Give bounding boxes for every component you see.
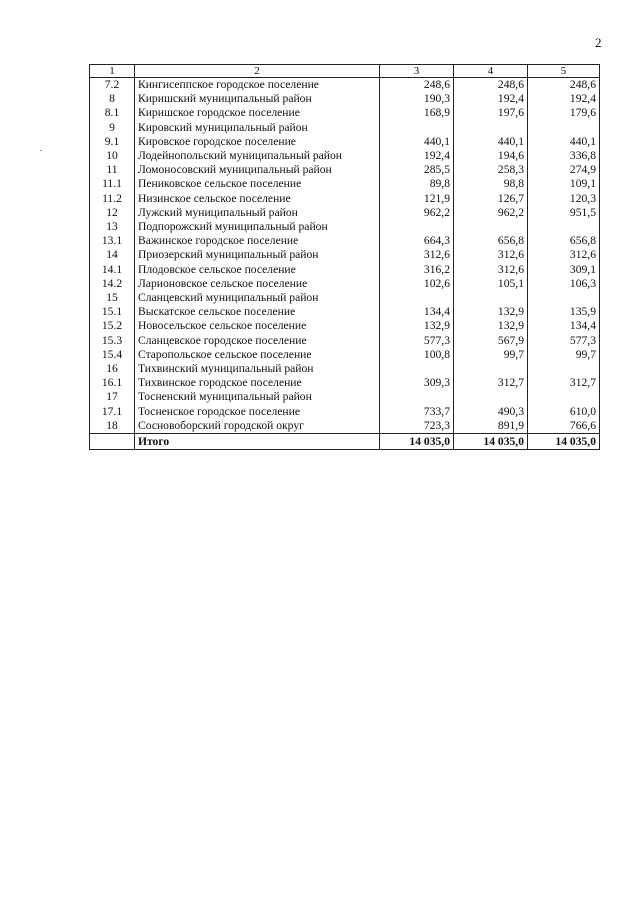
row-number: 17.1: [90, 405, 135, 419]
value-col-4: 258,3: [454, 163, 528, 177]
header-cell: 2: [135, 65, 380, 78]
row-number: 15.4: [90, 348, 135, 362]
table-row: [90, 405, 600, 419]
table-row: [90, 163, 600, 177]
value-col-3: [380, 390, 454, 404]
row-number: 7.2: [90, 78, 135, 93]
row-name: Приозерский муниципальный район: [135, 248, 380, 262]
row-name: Пениковское сельское поселение: [135, 177, 380, 191]
value-col-4: 126,7: [454, 192, 528, 206]
row-number: 15.2: [90, 319, 135, 333]
value-col-3: 132,9: [380, 319, 454, 333]
row-name: Тихвинский муниципальный район: [135, 362, 380, 376]
value-col-4: 312,6: [454, 248, 528, 262]
value-col-5: 99,7: [575, 347, 596, 361]
value-col-3: 192,4: [380, 149, 454, 163]
value-col-3: 134,4: [380, 305, 454, 319]
value-col-4: [454, 121, 528, 135]
value-col-5: 106,3: [569, 276, 596, 290]
value-col-4: 440,1: [454, 135, 528, 149]
value-col-3: 285,5: [380, 163, 454, 177]
value-col-3: 248,6: [380, 78, 454, 93]
value-col-4: 248,6: [454, 78, 528, 93]
value-col-5: [528, 291, 600, 305]
row-name: Низинское сельское поселение: [135, 192, 380, 206]
table-row: [90, 78, 600, 93]
table-row: [90, 206, 600, 220]
value-col-5: 312,7: [569, 376, 596, 390]
value-col-5: 440,1: [569, 134, 596, 148]
value-col-4: 962,2: [454, 206, 528, 220]
table-row: [90, 291, 600, 305]
table-row: [90, 149, 600, 163]
row-number: 8: [90, 92, 135, 106]
table-row: [90, 234, 600, 248]
value-col-5: 336,8: [569, 149, 596, 163]
value-col-4: 132,9: [454, 319, 528, 333]
value-col-3: 440,1: [380, 135, 454, 149]
row-number: 11: [90, 163, 135, 177]
table-row: [90, 135, 600, 149]
table-row: [90, 305, 600, 319]
row-number: 14.2: [90, 277, 135, 291]
table-row: [90, 419, 600, 434]
row-number: 13.1: [90, 234, 135, 248]
value-col-5: 309,1: [569, 262, 596, 276]
value-col-5: 134,4: [569, 319, 596, 333]
value-col-5: 120,3: [569, 191, 596, 205]
value-col-5: 179,6: [569, 106, 596, 120]
value-col-5: [528, 390, 600, 404]
row-name: Плодовское сельское поселение: [135, 263, 380, 277]
table-row: [90, 348, 600, 362]
value-col-4: 194,6: [454, 149, 528, 163]
value-col-5: [528, 362, 600, 376]
row-name: Выскатское сельское поселение: [135, 305, 380, 319]
value-col-4: 132,9: [454, 305, 528, 319]
table-row: [90, 334, 600, 348]
value-col-5: 192,4: [569, 92, 596, 106]
value-col-4: [454, 362, 528, 376]
row-name: Ларионовское сельское поселение: [135, 277, 380, 291]
table-row: [90, 277, 600, 291]
value-col-4: 490,3: [454, 405, 528, 419]
row-name: Тихвинское городское поселение: [135, 376, 380, 390]
value-col-3: 723,3: [380, 419, 454, 434]
margin-mark: [40, 150, 42, 151]
value-col-3: 664,3: [380, 234, 454, 248]
row-number: 14: [90, 248, 135, 262]
row-number: 18: [90, 419, 135, 434]
value-col-5: 135,9: [569, 305, 596, 319]
value-col-4: 197,6: [454, 106, 528, 120]
row-number: 12: [90, 206, 135, 220]
row-name: Тосненское городское поселение: [135, 405, 380, 419]
value-col-4: [454, 291, 528, 305]
value-col-5: 656,8: [569, 234, 596, 248]
value-col-3: 168,9: [380, 106, 454, 120]
row-name: Старопольское сельское поселение: [135, 348, 380, 362]
total-value: 14 035,0: [380, 434, 454, 450]
row-number: 10: [90, 149, 135, 163]
row-number: 11.1: [90, 177, 135, 191]
row-name: Подпорожский муниципальный район: [135, 220, 380, 234]
row-name: Лодейнопольский муниципальный район: [135, 149, 380, 163]
row-name: Киришский муниципальный район: [135, 92, 380, 106]
table-row: [90, 192, 600, 206]
value-col-4: 656,8: [454, 234, 528, 248]
value-col-5: [528, 220, 600, 234]
value-col-4: [454, 220, 528, 234]
value-col-3: [380, 220, 454, 234]
value-col-5: 248,6: [569, 78, 596, 91]
row-name: Киришское городское поселение: [135, 106, 380, 120]
value-col-3: 309,3: [380, 376, 454, 390]
table-row: [90, 263, 600, 277]
row-number: 15.1: [90, 305, 135, 319]
row-number: 8.1: [90, 106, 135, 120]
row-number: 15: [90, 291, 135, 305]
row-name: Сланцевский муниципальный район: [135, 291, 380, 305]
table-row: [90, 177, 600, 191]
total-blank: [90, 434, 135, 450]
value-col-3: 121,9: [380, 192, 454, 206]
value-col-3: [380, 121, 454, 135]
row-number: 9.1: [90, 135, 135, 149]
table-row: [90, 319, 600, 333]
value-col-5: 312,6: [569, 248, 596, 262]
value-col-3: 733,7: [380, 405, 454, 419]
table-header-row: [90, 65, 600, 78]
value-col-5: 610,0: [569, 404, 596, 418]
table-row: [90, 362, 600, 376]
row-name: Кировское городское поселение: [135, 135, 380, 149]
value-col-3: [380, 291, 454, 305]
value-col-5: 951,5: [569, 205, 596, 219]
allocation-table: [89, 64, 600, 450]
value-col-3: 89,8: [380, 177, 454, 191]
row-number: 9: [90, 121, 135, 135]
row-name: Кингисеппское городское поселение: [135, 78, 380, 93]
value-col-3: [380, 362, 454, 376]
row-number: 15.3: [90, 334, 135, 348]
value-col-4: [454, 390, 528, 404]
row-number: 16.1: [90, 376, 135, 390]
value-col-3: 100,8: [380, 348, 454, 362]
row-number: 13: [90, 220, 135, 234]
value-col-3: 312,6: [380, 248, 454, 262]
value-col-4: 98,8: [454, 177, 528, 191]
row-name: Ломоносовский муниципальный район: [135, 163, 380, 177]
table-row: [90, 390, 600, 404]
row-name: Лужский муниципальный район: [135, 206, 380, 220]
row-number: 17: [90, 390, 135, 404]
header-cell: 5: [528, 65, 600, 78]
value-col-5: 109,1: [569, 177, 596, 191]
row-number: 11.2: [90, 192, 135, 206]
table-row: [90, 121, 600, 135]
row-name: Важинское городское поселение: [135, 234, 380, 248]
table-row: [90, 248, 600, 262]
value-col-5: 577,3: [569, 333, 596, 347]
total-value: 14 035,0: [454, 434, 528, 450]
value-col-4: 891,9: [454, 419, 528, 434]
row-name: Новосельское сельское поселение: [135, 319, 380, 333]
row-number: 14.1: [90, 263, 135, 277]
header-cell: 3: [380, 65, 454, 78]
value-col-3: 962,2: [380, 206, 454, 220]
value-col-4: 99,7: [454, 348, 528, 362]
header-cell: 4: [454, 65, 528, 78]
value-col-5: 274,9: [569, 163, 596, 177]
value-col-4: 567,9: [454, 334, 528, 348]
header-cell: 1: [90, 65, 135, 78]
row-number: 16: [90, 362, 135, 376]
value-col-3: 577,3: [380, 334, 454, 348]
value-col-3: 190,3: [380, 92, 454, 106]
row-name: Кировский муниципальный район: [135, 121, 380, 135]
value-col-3: 316,2: [380, 263, 454, 277]
value-col-4: 312,7: [454, 376, 528, 390]
value-col-4: 192,4: [454, 92, 528, 106]
table-row: [90, 220, 600, 234]
total-value: 14 035,0: [528, 434, 600, 450]
table-row: [90, 106, 600, 120]
total-label: Итого: [135, 434, 380, 450]
value-col-5: 766,6: [569, 418, 596, 432]
page-number: 2: [595, 35, 602, 50]
table-row: [90, 92, 600, 106]
value-col-3: 102,6: [380, 277, 454, 291]
row-name: Тосненский муниципальный район: [135, 390, 380, 404]
row-name: Сосновоборский городской округ: [135, 419, 380, 434]
table-row: [90, 376, 600, 390]
value-col-5: [528, 121, 600, 135]
total-row: [90, 434, 600, 450]
value-col-4: 312,6: [454, 263, 528, 277]
row-name: Сланцевское городское поселение: [135, 334, 380, 348]
value-col-4: 105,1: [454, 277, 528, 291]
